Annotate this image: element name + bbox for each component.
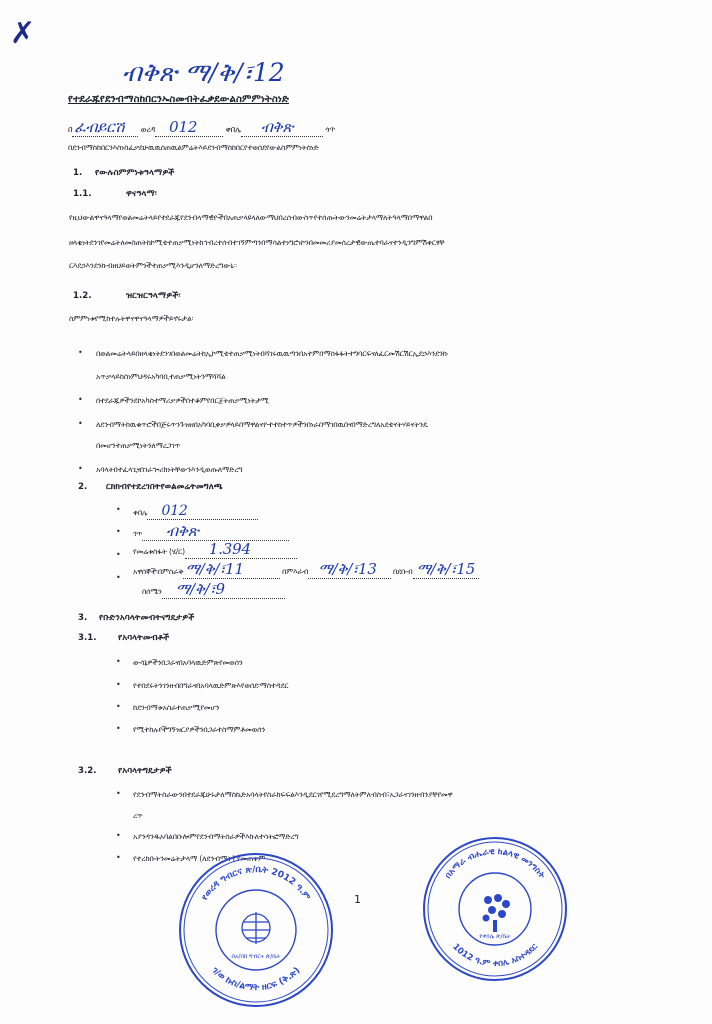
- section-1-1-number: 1.1.: [73, 189, 92, 199]
- objective-item: በመሆንተጠቃሚነትንለማረጋገጥ: [96, 441, 181, 450]
- duty-item: የደንብማትስራውንበተደራጁሁኑታለማስኬድአባላትየስራክፍፍልእንዲደርገየሚደረግማለትምለብስብ፣አጋራናገንዘብንያቸየመዋ: [133, 790, 453, 799]
- purpose-paragraph-line-1: የዚህውልዋናዓላማየወልመሬትላይየተደራጁየደንብላማዊዮችበአጠቃላዩላለውማህበረሰብውስጥየተሰጡትውንመሬትታላማለትዓላማበማዋልበ: [69, 213, 433, 222]
- bullet-dot: •: [116, 680, 121, 689]
- west-boundary: ማ/ቅ/፣13: [308, 560, 390, 579]
- objective-item: ለደንብማትከዉቁጥሮችበጅሩጥንጉዝዘበአካባቢቀቃዎላይበማዋልናዮተተከተጥዎችንበነራበማገበዉበናበማድረግለአደቴናትሃይናትንዴ: [96, 420, 428, 429]
- bullet-dot: •: [78, 395, 83, 404]
- section-3-number: 3.: [78, 613, 88, 623]
- field-label: አዋሰኞች፡በምስራቅ: [133, 567, 184, 576]
- objective-item: በወልመሬትላይበዘላቂነትደንገበወልመሬትከኢኮሚቴተጠቃሚነትበሻገሩዉዉጣንበአተምበማስፋፋትተግባርፍናለፈርመሽርሽርኢደኃእንደንኩ: [96, 349, 449, 358]
- bullet-dot: •: [116, 724, 121, 733]
- section-2-title: ርክክብየተደረገበትየወልመሬትመግለጫ: [106, 482, 223, 492]
- top-corner-mark: ✗: [10, 16, 36, 51]
- bullet-dot: •: [116, 853, 121, 862]
- section-3-1-title: የአባላትመብቶች: [118, 633, 170, 643]
- section-1-title: የውሉስምምነቱዓላማዎች: [95, 168, 175, 178]
- stamp-right-bottom: 1012 ዓ.ም ቀበሌ አስተዳደር: [450, 941, 540, 970]
- field-label: ቀበሌ: [133, 508, 148, 517]
- right-item: የተበደሩትንገንዘብበግራናበአባላዉድምጽእየወሰደ፡ማስተዳደር: [133, 681, 289, 690]
- field-value: 1.394: [185, 540, 297, 559]
- purpose-paragraph-line-3: ርእደኃእንደንኩብዘህይወትምንችተጠቃሚእንዲሆንለማድረግውኒ።: [69, 261, 237, 270]
- right-item: ውሳኔዎችንበጋራናበአባላዉድምጽየመወሰን: [133, 658, 243, 667]
- stamp-left-bottom: ገ/ወ ኩስ/ልማት ዘርፍ (ቅ.ጽ): [209, 965, 303, 994]
- stamp-right-inner: የቀበሌ ጽ/ቤት: [479, 933, 511, 940]
- bullet-dot: •: [116, 831, 121, 840]
- stamp-left-icon: [176, 850, 336, 1010]
- location-prefix: በ: [68, 125, 73, 134]
- field-got: [133, 522, 289, 540]
- bullet-dot: •: [116, 789, 121, 798]
- stamp-left-inner: በአ/በከ ግብርና ጽ/ቤት: [231, 953, 281, 960]
- subtitle-line: በደንብማስከበርንእስነስፈቃደሁዉዉሰጠዉልምሬትእይደንብማስከበርየተወሰደየውልስምምነትስነድ: [68, 143, 319, 152]
- bullet-dot: •: [116, 657, 121, 666]
- woreda-label: ወረዳ: [140, 125, 156, 134]
- section-3-1-number: 3.1.: [78, 633, 97, 643]
- objective-item: አጥቃላይከስነምህዳሩአካባቢተጠቃሚነትንማሻሻል: [96, 372, 226, 381]
- objective-item: አባላትበተፈላጊናበገራኈሪክነትቸውንእንዲወጡለማድረግ: [96, 465, 243, 474]
- duty-item-continued: ረጥ: [133, 811, 143, 820]
- section-2-number: 2.: [78, 482, 88, 492]
- section-1-number: 1.: [73, 168, 83, 178]
- bullet-dot: •: [116, 527, 121, 536]
- bullet-dot: •: [116, 702, 121, 711]
- objective-item: በተደራጁዎችንደኮአካስተማሪቃዎችበተቆምየበርጀትጠቃሚነትታሚ: [96, 396, 269, 405]
- stamp-left-top: የወረዳ ግብርና ጽ/ቤት 2012 ዓ.ም: [199, 864, 312, 903]
- handwritten-form-id: ብቅጽ ማ/ቅ/፣12: [122, 58, 285, 87]
- section-1-2-intro: ስምምነቱየሚከተሉትዋናዋናዓላማዎችይኖሩታል፡: [69, 314, 194, 323]
- field-label: በሰሜን: [142, 587, 162, 596]
- bullet-dot: •: [116, 505, 121, 514]
- section-1-2-title: ዝርዝርዓላማዎች፡: [126, 291, 181, 301]
- section-3-title: የቡድንአባላትመብትናግዴታዎች: [99, 613, 195, 623]
- field-label: ጎጥ: [133, 529, 143, 538]
- duty-item: የተረከቡትንመሬትታላማ (ለደንብማት) የመጠቀም: [133, 854, 266, 863]
- bullet-dot: •: [78, 419, 83, 428]
- field-north: [142, 580, 285, 598]
- kebele-label: ቀበሌ: [225, 125, 241, 134]
- woreda-name: ፈብይርሽ: [72, 118, 138, 137]
- field-label: በምእራብ: [282, 567, 309, 576]
- bullet-dot: •: [78, 464, 83, 473]
- field-area: [133, 540, 297, 558]
- duty-item: አያንዳንዱአባልበቡሎምየደንብማትስራዎችእኩለተሳትፎማድረግ: [133, 832, 299, 841]
- kebele-name: ብቅጽ: [241, 118, 323, 137]
- field-kebele: [133, 503, 258, 519]
- bullet-dot: •: [116, 573, 121, 582]
- field-boundaries: [133, 560, 479, 578]
- field-value: ብቅጽ: [142, 522, 288, 541]
- field-label: የመሬቱስፋት (ሄ/ር): [133, 547, 185, 556]
- got-label: ጎጥ: [325, 125, 336, 134]
- woreda-number: 012: [155, 118, 223, 137]
- location-line: [68, 118, 335, 136]
- bullet-dot: •: [78, 348, 83, 357]
- section-1-2-number: 1.2.: [73, 291, 92, 301]
- field-value: 012: [147, 503, 257, 520]
- field-label: በደቡብ: [392, 567, 413, 576]
- right-item: የሚተከሉየችግኝዝርያዎችንበጋራተስማምቶመወሰን: [133, 725, 266, 734]
- section-3-2-number: 3.2.: [78, 766, 97, 776]
- page-number: 1: [354, 893, 361, 906]
- right-item: ከደንብማቱአስራተጠቃሚየመሆን: [133, 703, 220, 712]
- south-boundary: ማ/ቅ/፣15: [413, 560, 479, 579]
- north-boundary: ማ/ቅ/፣9: [162, 580, 285, 599]
- stamp-right-top: በአማራ ብሔራዊ ክልላዊ መንግስት: [443, 846, 547, 881]
- document-title: የተደራጁየደንብማስከበርንኡስመብትፈቃደውልስምምነትስነድ: [68, 94, 289, 105]
- purpose-paragraph-line-2: ዘላቂነትደንገየመሬትለመስጠትከኮሚቴተጠቃሚነትከኅብረተሰብተገኝምጣንበማሳልተነግሮነኮንበመመሪያመሰረታዊውጤተባራናተንዲንግምሽቀርፃቸ: [69, 238, 445, 247]
- east-boundary: ማ/ቅ/፣11: [183, 560, 279, 579]
- bullet-dot: •: [116, 550, 121, 559]
- stamp-right-icon: [420, 834, 570, 984]
- section-3-2-title: የአባላትግዴታዎች: [118, 766, 172, 776]
- section-1-1-title: ዋናዓላማ፡: [126, 189, 157, 199]
